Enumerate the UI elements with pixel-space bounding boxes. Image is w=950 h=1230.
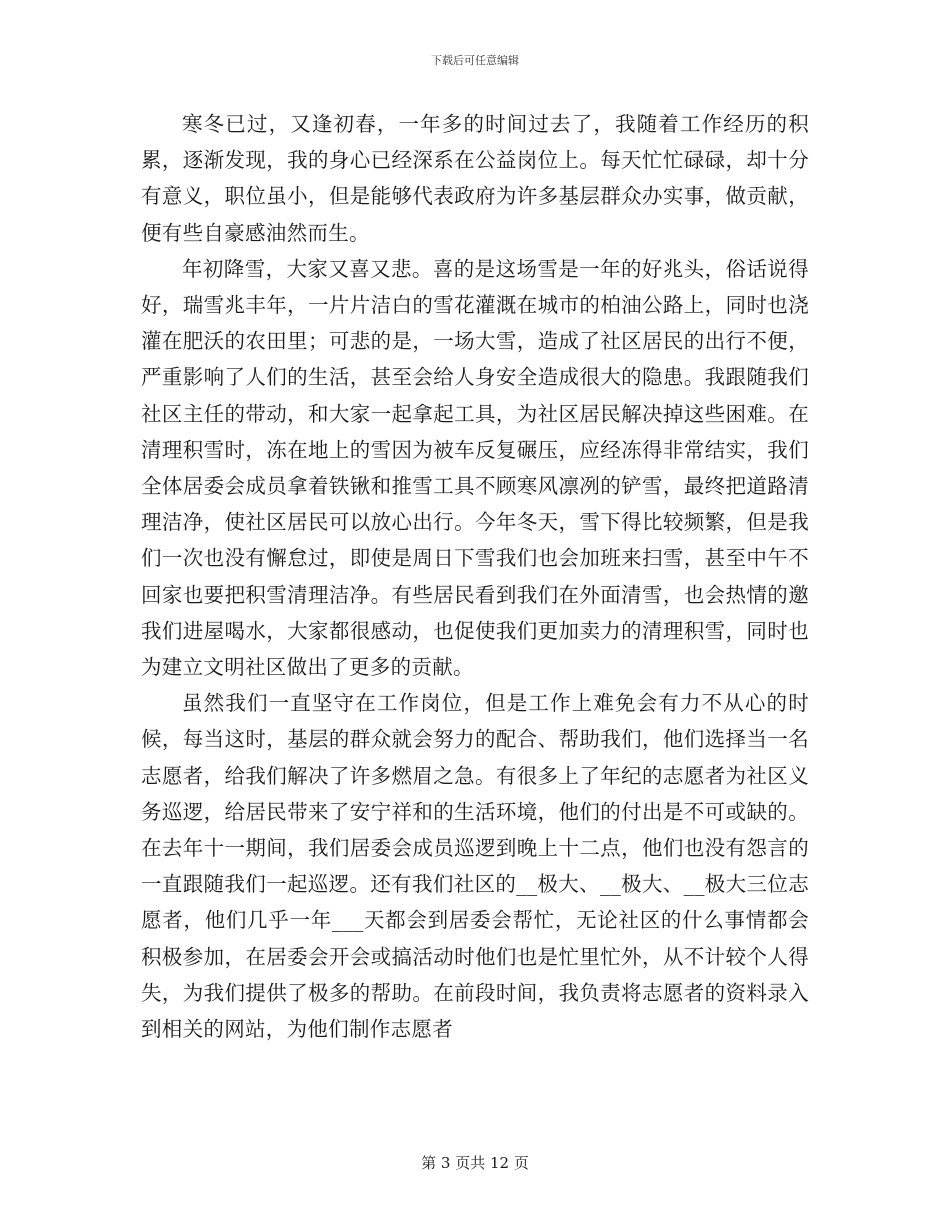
paragraph: 年初降雪，大家又喜又悲。喜的是这场雪是一年的好兆头，俗话说得好，瑞雪兆丰年，一片片洁白的雪花灌溉在城市的柏油公路上，同时也浇灌在肥沃的农田里；可悲的是，一场大雪，造成了社区居民的出行不便，严重影响了人们的生活，甚至会给人身安全造成很大的隐患。我跟随我们社区主任的带动，和大家一起拿起工具，为社区居民解决掉这些困难。在清理积雪时，冻在地上的雪因为被车反复碾压，应经冻得非常结实，我们全体居委会成员拿着铁锹和推雪工具不顾寒风凛冽的铲雪，最终把道路清理洁净，使社区居民可以放心出行。今年冬天，雪下得比较频繁，但是我们一次也没有懈怠过，即使是周日下雪我们也会加班来扫雪，甚至中午不回家也要把积雪清理洁净。有些居民看到我们在外面清雪，也会热情的邀我们进屋喝水，大家都很感动，也促使我们更加卖力的清理积雪，同时也为建立文明社区做出了更多的贡献。 [141, 256, 809, 680]
paragraph: 寒冬已过，又逢初春，一年多的时间过去了，我随着工作经历的积累，逐渐发现，我的身心已经深系在公益岗位上。每天忙忙碌碌，却十分有意义，职位虽小，但是能够代表政府为许多基层群众办实事，做贡献，便有些自豪感油然而生。 [141, 112, 809, 245]
page-footer: 第 3 页共 12 页 [421, 1154, 529, 1172]
document-body [141, 106, 809, 1047]
page-header: 下载后可任意编辑 [431, 54, 519, 67]
paragraph: 虽然我们一直坚守在工作岗位，但是工作上难免会有力不从心的时候，每当这时，基层的群众就会努力的配合、帮助我们，他们选择当一名志愿者，给我们解决了许多燃眉之急。有很多上了年纪的志愿者为社区义务巡逻，给居民带来了安宁祥和的生活环境，他们的付出是不可或缺的。在去年十一期间，我们居委会成员巡逻到晚上十二点，他们也没有怨言的一直跟随我们一起巡逻。还有我们社区的__极大、__极大、__极大三位志愿者，他们几乎一年___天都会到居委会帮忙，无论社区的什么事情都会积极参加，在居委会开会或搞活动时他们也是忙里忙外，从不计较个人得失，为我们提供了极多的帮助。在前段时间，我负责将志愿者的资料录入到相关的网站，为他们制作志愿者 [141, 691, 809, 1042]
